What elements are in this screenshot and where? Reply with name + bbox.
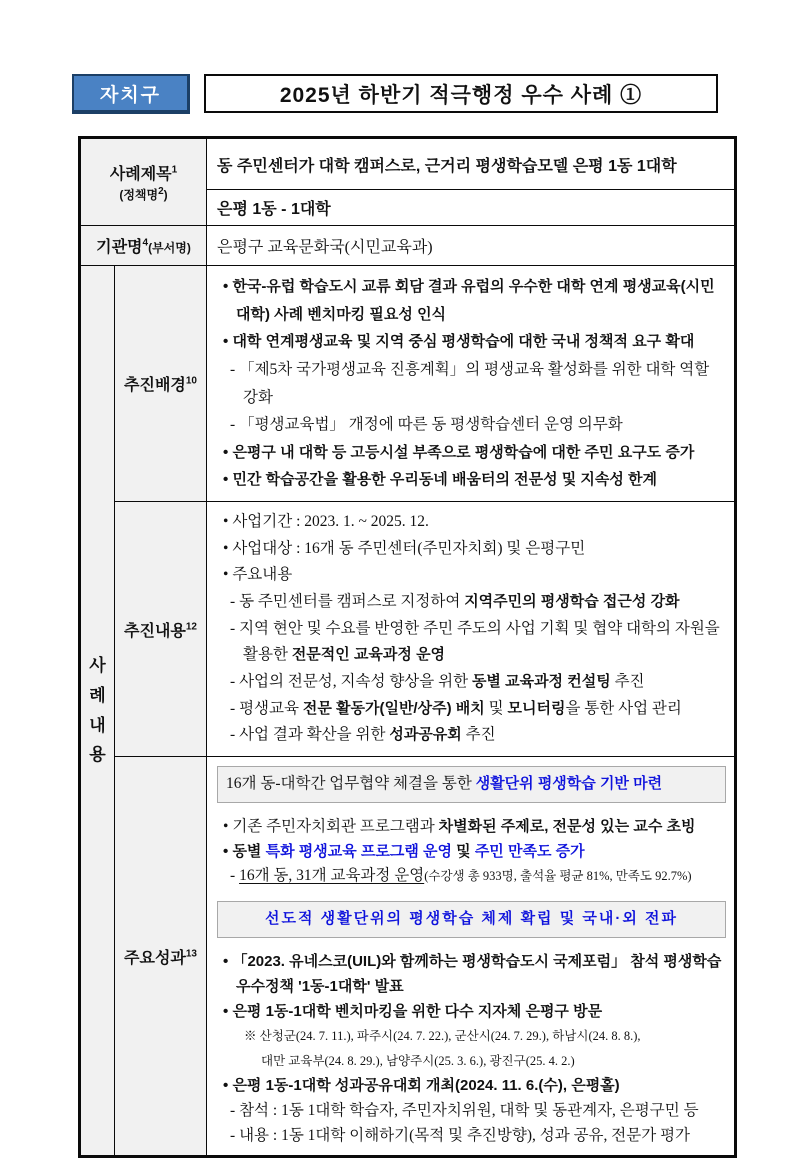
content-line: • 동별 특화 평생교육 프로그램 운영 및 주민 만족도 증가 — [223, 842, 585, 860]
row-label-case-title — [80, 138, 207, 226]
content-line: 선도적 생활단위의 평생학습 체제 확립 및 국내·외 전파 — [217, 901, 726, 938]
content-line: - 「제5차 국가평생교육 진흥계획」의 평생교육 활성화를 위한 대학 역할 강화 — [230, 361, 710, 406]
content-line: • 은평구 내 대학 등 고등시설 부족으로 평생학습에 대한 주민 요구도 증가 — [223, 443, 695, 461]
case-title-value: 동 주민센터가 대학 캠퍼스로, 근거리 평생학습모델 은평 1동 1대학 — [207, 138, 736, 190]
content-line: - 「평생교육법」 개정에 따른 동 평생학습센터 운영 의무화 — [230, 416, 623, 434]
case-summary-table — [78, 136, 737, 1158]
row-label-org: 기관명$^4$(부서명) — [80, 226, 207, 266]
content-line: • 사업대상 : 16개 동 주민센터(주민자치회) 및 은평구민 — [223, 539, 586, 557]
content-line: - 사업의 전문성, 지속성 향상을 위한 동별 교육과정 컨설팅 추진 — [230, 673, 645, 691]
row-label-results: 주요성과$^{13}$ — [115, 757, 207, 1157]
row-label-content: 추진내용$^{12}$ — [115, 502, 207, 757]
side-label-case-body: 사례내용 — [80, 266, 115, 1157]
content-line: 대만 교육부(24. 8. 29.), 남양주시(25. 3. 6.), 광진구(25. 4. 2.) — [261, 1054, 575, 1069]
content-line: 16개 동-대학간 업무협약 체결을 통한 생활단위 평생학습 기반 마련 — [217, 766, 726, 803]
content-line: • 은평 1동-1대학 성과공유대회 개최(2024. 11. 6.(수), 은평홀) — [223, 1077, 620, 1095]
content-line: - 참석 : 1동 1대학 학습자, 주민자치위원, 대학 및 동관계자, 은평구민 등 — [230, 1101, 699, 1119]
content-line: - 평생교육 전문 활동가(일반/상주) 배치 및 모니터링을 통한 사업 관리 — [230, 699, 682, 717]
content-line: • 은평 1동-1대학 벤치마킹을 위한 다수 지자체 은평구 방문 — [223, 1002, 603, 1020]
content-line: - 16개 동, 31개 교육과정 운영(수강생 총 933명, 출석율 평균 81%, 만족도 92.7%) — [230, 867, 692, 885]
results-content-cell — [207, 757, 736, 1157]
row-label-background: 추진배경$^{10}$ — [115, 266, 207, 502]
content-line: • 「2023. 유네스코(UIL)와 함께하는 평생학습도시 국제포럼」 참석 평생학습 우수정책 '1동-1대학' 발표 — [223, 953, 722, 995]
content-line: • 사업기간 : 2023. 1. ~ 2025. 12. — [223, 513, 429, 531]
policy-name-value: 은평 1동 - 1대학 — [207, 190, 736, 226]
document-title: 2025년 하반기 적극행정 우수 사례 ① — [204, 74, 718, 113]
content-content-cell — [207, 502, 736, 757]
content-line: - 지역 현안 및 수요를 반영한 주민 주도의 사업 기획 및 협약 대학의 자원을 활용한 전문적인 교육과정 운영 — [230, 619, 720, 664]
background-content-cell — [207, 266, 736, 502]
content-line: • 대학 연계평생교육 및 지역 중심 평생학습에 대한 국내 정책적 요구 확대 — [223, 333, 695, 351]
content-line: ※ 산청군(24. 7. 11.), 파주시(24. 7. 22.), 군산시(24. 7. 29.), 하남시(24. 8. 8.), — [244, 1029, 641, 1044]
content-line: - 내용 : 1동 1대학 이해하기(목적 및 추진방향), 성과 공유, 전문가 평가 — [230, 1126, 691, 1144]
case-title-label: 사례제목$^1$ — [109, 164, 178, 183]
content-line: • 기존 주민자치회관 프로그램과 차별화된 주제로, 전문성 있는 교수 초빙 — [223, 817, 696, 835]
content-line: - 사업 결과 확산을 위한 성과공유회 추진 — [230, 726, 496, 744]
content-line: • 주요내용 — [223, 566, 293, 584]
org-value: 은평구 교육문화국(시민교육과) — [207, 226, 736, 266]
content-line: • 민간 학습공간을 활용한 우리동네 배움터의 전문성 및 지속성 한계 — [223, 471, 658, 489]
document-header — [72, 74, 718, 114]
content-line: - 동 주민센터를 캠퍼스로 지정하여 지역주민의 평생학습 접근성 강화 — [230, 593, 680, 611]
content-line: • 한국-유럽 학습도시 교류 회담 결과 유럽의 우수한 대학 연계 평생교육(시민대학) 사례 벤치마킹 필요성 인식 — [223, 278, 715, 323]
case-title-sublabel: (정책명$^2$) — [119, 186, 168, 202]
region-type-badge: 자치구 — [72, 74, 190, 114]
